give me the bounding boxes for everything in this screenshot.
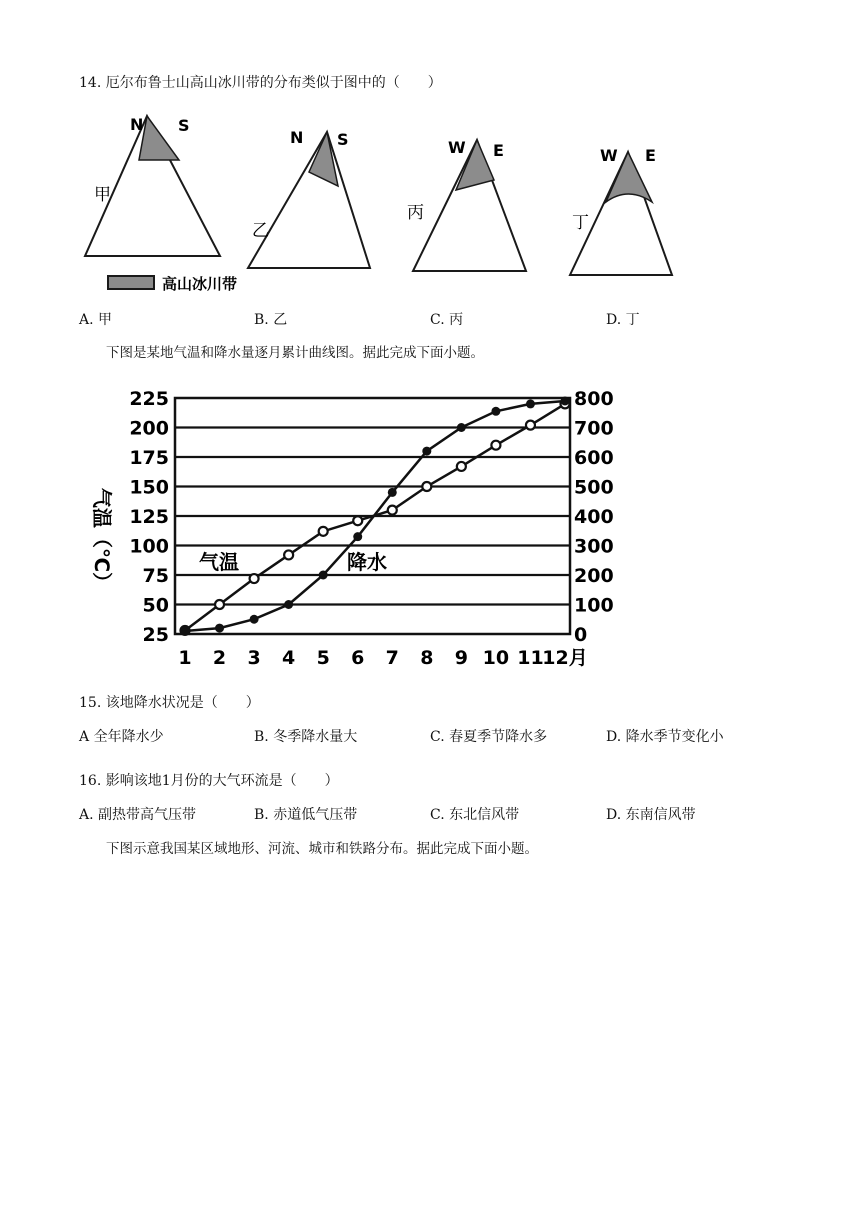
glacier-legend bbox=[108, 275, 237, 293]
y-tick-label: 125 bbox=[129, 506, 169, 528]
temperature-point bbox=[526, 421, 535, 430]
x-tick-label: 3 bbox=[247, 647, 261, 669]
q14-option-a-letter: A. bbox=[79, 312, 94, 328]
q14-option-d[interactable] bbox=[606, 311, 640, 329]
y-tick-label: 25 bbox=[142, 624, 169, 646]
temperature-point bbox=[388, 506, 397, 515]
y2-tick-label: 500 bbox=[574, 476, 614, 499]
q15-option-b-letter: B. bbox=[254, 729, 269, 745]
q16-option-d-letter: D. bbox=[606, 807, 622, 823]
q15-option-d-text: 降水季节变化小 bbox=[625, 729, 724, 745]
mountain-jia bbox=[85, 115, 220, 256]
q16-option-b-text: 赤道低气压带 bbox=[273, 807, 358, 823]
q16-option-b[interactable] bbox=[254, 806, 357, 824]
x-tick-label: 9 bbox=[454, 647, 468, 669]
q14-option-d-letter: D. bbox=[606, 312, 622, 328]
temperature-point bbox=[457, 462, 466, 471]
question-16-stem: 16. 影响该地1月份的大气环流是（ ） bbox=[79, 773, 339, 789]
x-tick-label: 4 bbox=[282, 647, 296, 669]
mountain-jia-right-dir: S bbox=[178, 116, 190, 135]
y2-tick-label: 200 bbox=[574, 565, 614, 587]
temperature-point bbox=[353, 516, 362, 525]
q14-option-a[interactable] bbox=[79, 311, 112, 329]
q15-option-c-letter: C. bbox=[430, 729, 445, 745]
mountain-yi-label: 乙 bbox=[252, 221, 269, 241]
mountain-yi bbox=[248, 128, 370, 268]
mountain-jia-left-dir: N bbox=[130, 115, 144, 134]
mountain-bing-right-dir: E bbox=[493, 141, 504, 160]
temperature-point bbox=[284, 550, 293, 559]
q15-option-c-text: 春夏季节降水多 bbox=[449, 729, 548, 745]
mountain-yi-right-dir: S bbox=[337, 130, 349, 149]
temperature-line bbox=[185, 404, 565, 631]
temperature-point bbox=[422, 482, 431, 491]
x-tick-label: 7 bbox=[385, 647, 399, 669]
q14-option-c-letter: C. bbox=[430, 312, 445, 328]
q14-option-a-text: 甲 bbox=[98, 312, 113, 328]
x-tick-label: 1 bbox=[178, 647, 192, 669]
x-tick-label: 2 bbox=[212, 647, 227, 669]
y2-tick-label: 100 bbox=[574, 594, 614, 617]
q16-option-d[interactable] bbox=[606, 806, 696, 824]
q16-option-b-letter: B. bbox=[254, 807, 269, 823]
q16-option-c-letter: C. bbox=[430, 807, 445, 823]
temperature-point bbox=[319, 527, 328, 536]
temperature-precipitation-chart bbox=[85, 378, 625, 688]
question-15-stem: 15. 该地降水状况是（ ） bbox=[79, 695, 260, 711]
q14-option-b-text: 乙 bbox=[273, 312, 288, 328]
q15-option-b[interactable] bbox=[254, 728, 357, 746]
mountain-glacier-figure bbox=[80, 108, 680, 298]
q15-option-a-text: 全年降水少 bbox=[93, 729, 164, 745]
chart-ticks bbox=[129, 388, 613, 669]
mountain-ding-left-dir: W bbox=[600, 146, 618, 165]
series-label-temperature: 气温 bbox=[199, 550, 239, 574]
x-tick-label: 11 bbox=[517, 647, 544, 669]
precipitation-point bbox=[526, 399, 535, 408]
q14-option-b[interactable] bbox=[254, 311, 287, 329]
temperature-point bbox=[491, 441, 500, 450]
q16-option-a[interactable] bbox=[79, 806, 196, 824]
q14-option-c-text: 丙 bbox=[449, 312, 464, 328]
precipitation-point bbox=[561, 396, 570, 405]
mountain-ding bbox=[570, 146, 672, 275]
precipitation-point bbox=[181, 627, 190, 636]
precipitation-point bbox=[353, 532, 362, 541]
y-tick-label: 225 bbox=[129, 388, 169, 410]
glacier-legend-label: 高山冰川带 bbox=[162, 275, 238, 293]
mountain-yi-left-dir: N bbox=[290, 128, 304, 147]
precipitation-point bbox=[491, 407, 500, 416]
q15-option-b-text: 冬季降水量大 bbox=[273, 729, 358, 745]
x-tick-label: 5 bbox=[316, 647, 330, 669]
x-tick-label: 6 bbox=[351, 647, 365, 669]
mountain-ding-right-dir: E bbox=[645, 146, 656, 165]
temperature-point bbox=[250, 574, 259, 583]
y-tick-label: 150 bbox=[129, 476, 169, 499]
chart-ylabel: 气温（℃） bbox=[90, 487, 114, 593]
glacier-legend-swatch bbox=[108, 276, 154, 289]
mountain-ding-label: 丁 bbox=[572, 213, 589, 233]
q16-option-a-text: 副热带高气压带 bbox=[98, 807, 197, 823]
y-tick-label: 100 bbox=[129, 535, 169, 558]
precipitation-point bbox=[422, 447, 431, 456]
intro-15-16: 下图是某地气温和降水量逐月累计曲线图。据此完成下面小题。 bbox=[106, 345, 484, 361]
q15-option-d-letter: D. bbox=[606, 729, 622, 745]
q16-option-c-text: 东北信风带 bbox=[449, 807, 520, 823]
mountain-bing-left-dir: W bbox=[448, 138, 466, 157]
q14-option-c[interactable] bbox=[430, 311, 463, 329]
precipitation-point bbox=[388, 488, 397, 497]
y2-tick-label: 800 bbox=[574, 388, 614, 410]
y-tick-label: 50 bbox=[142, 594, 169, 617]
temperature-point bbox=[215, 600, 224, 609]
q15-option-a[interactable] bbox=[79, 728, 164, 746]
y2-tick-label: 700 bbox=[574, 417, 614, 440]
mountain-bing-label: 丙 bbox=[407, 203, 424, 223]
q15-option-c[interactable] bbox=[430, 728, 547, 746]
y2-tick-label: 300 bbox=[574, 535, 614, 558]
q16-option-a-letter: A. bbox=[79, 807, 94, 823]
x-tick-label: 8 bbox=[420, 647, 434, 669]
y2-tick-label: 400 bbox=[574, 506, 614, 528]
y2-tick-label: 0 bbox=[574, 624, 588, 646]
x-tick-label: 12月 bbox=[542, 647, 588, 669]
q16-option-d-text: 东南信风带 bbox=[625, 807, 696, 823]
q15-option-d[interactable] bbox=[606, 728, 724, 746]
q14-option-b-letter: B. bbox=[254, 312, 269, 328]
x-tick-label: 10 bbox=[482, 647, 510, 669]
q15-option-a-letter: A bbox=[79, 729, 90, 745]
y-tick-label: 75 bbox=[142, 565, 169, 587]
series-label-precipitation: 降水 bbox=[347, 550, 387, 574]
precipitation-point bbox=[284, 600, 293, 609]
precipitation-point bbox=[319, 571, 328, 580]
q14-option-d-text: 丁 bbox=[625, 312, 640, 328]
intro-next: 下图示意我国某区域地形、河流、城市和铁路分布。据此完成下面小题。 bbox=[106, 841, 538, 857]
question-14-stem: 14. 厄尔布鲁士山高山冰川带的分布类似于图中的（ ） bbox=[79, 75, 442, 91]
precipitation-point bbox=[215, 624, 224, 633]
precipitation-point bbox=[250, 615, 259, 624]
precipitation-point bbox=[457, 423, 466, 432]
y-tick-label: 175 bbox=[129, 447, 169, 469]
q16-option-c[interactable] bbox=[430, 806, 519, 824]
y2-tick-label: 600 bbox=[574, 447, 614, 469]
y-tick-label: 200 bbox=[129, 417, 169, 440]
mountain-jia-label: 甲 bbox=[94, 185, 111, 205]
mountain-bing bbox=[407, 138, 526, 271]
